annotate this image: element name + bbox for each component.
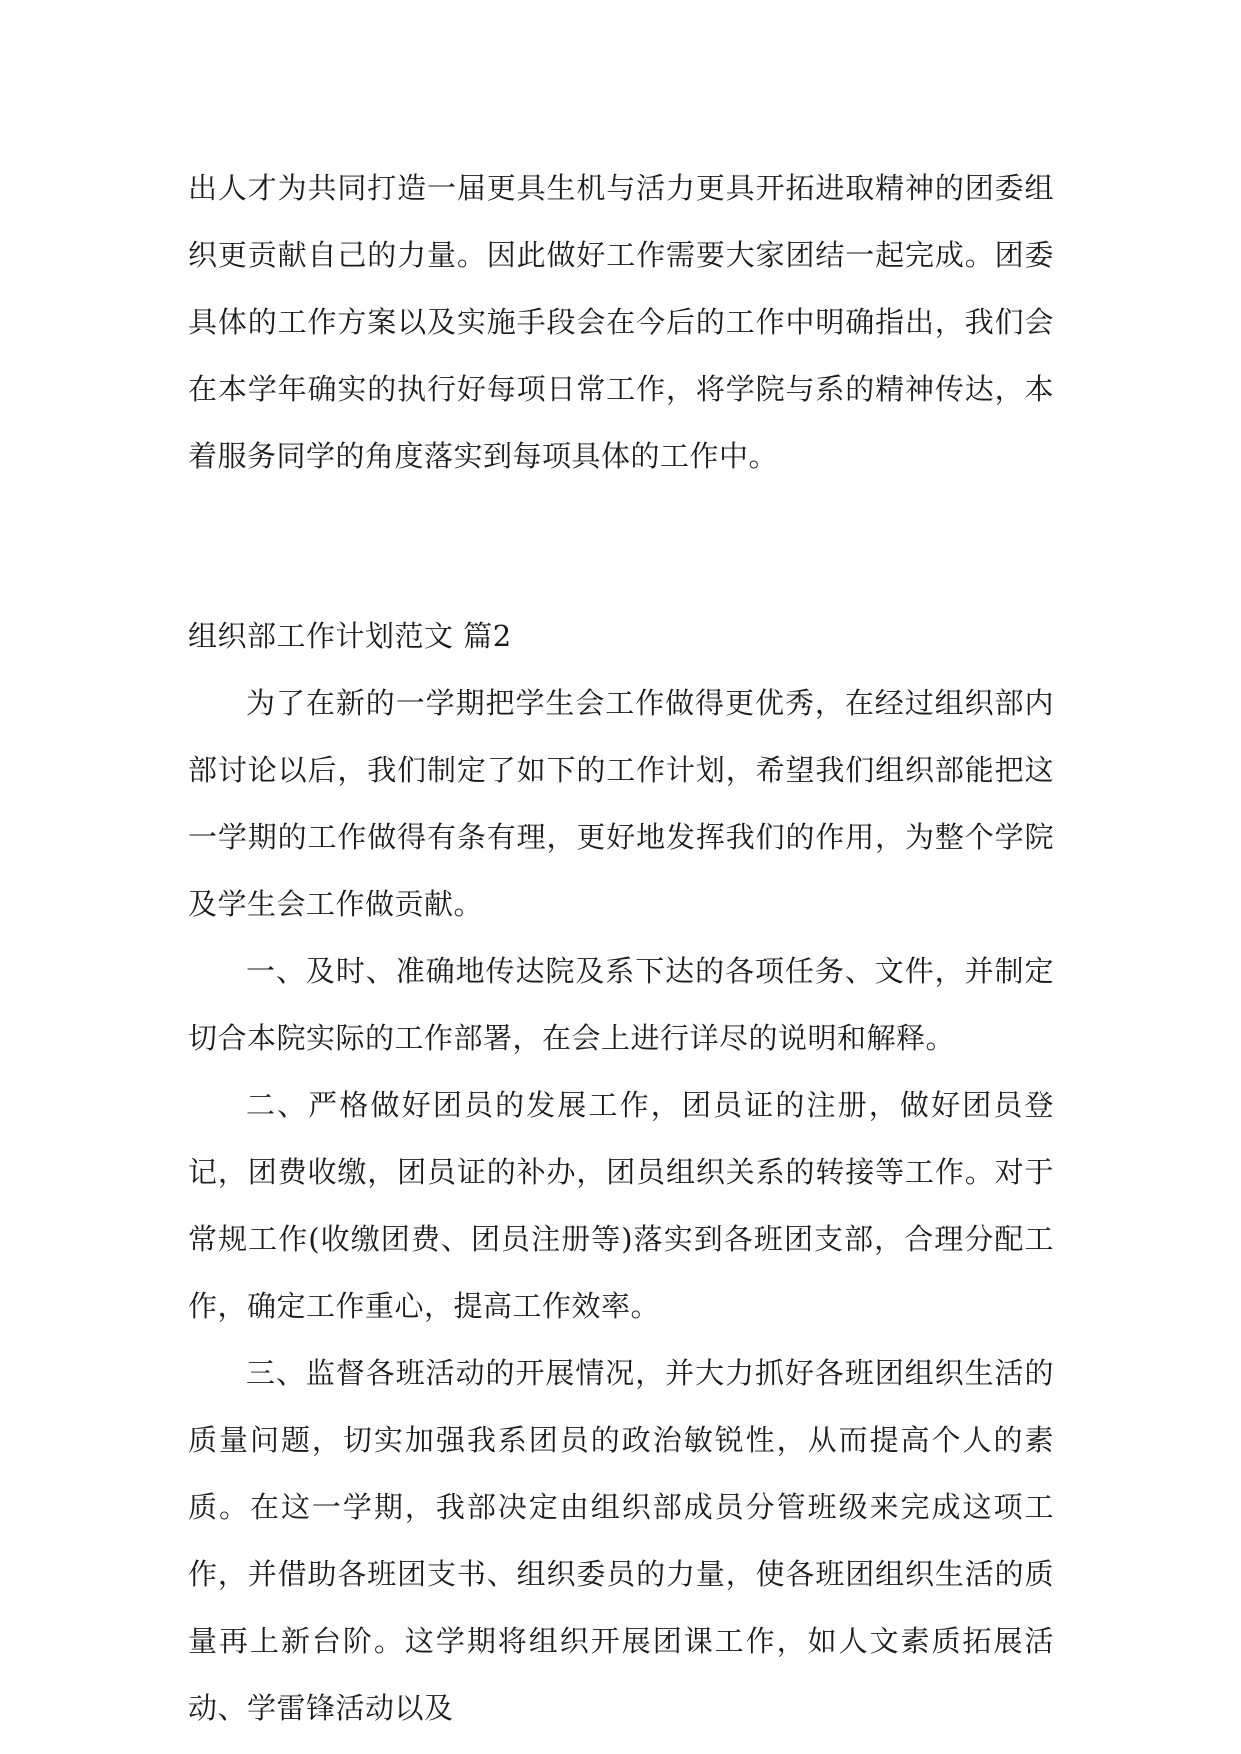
body-paragraph: 一、及时、准确地传达院及系下达的各项任务、文件，并制定切合本院实际的工作部署，在会上进行详尽的说明和解释。 (188, 954, 1054, 1055)
body-paragraph: 三、监督各班活动的开展情况，并大力抓好各班团组织生活的质量问题，切实加强我系团员的政治敏锐性，从而提高个人的素质。在这一学期，我部决定由组织部成员分管班级来完成这项工作，并借助各班团支书、组织委员的力量，使各班团组织生活的质量再上新台阶。这学期将组织开展团课工作，如人文素质拓展活动、学雷锋活动以及 (188, 1356, 1054, 1725)
body-paragraph: 二、严格做好团员的发展工作，团员证的注册，做好团员登记，团费收缴，团员证的补办，团员组织关系的转接等工作。对于常规工作(收缴团费、团员注册等)落实到各班团支部，合理分配工作，确定工作重心，提高工作效率。 (188, 1088, 1054, 1323)
body-paragraph: 为了在新的一学期把学生会工作做得更优秀，在经过组织部内部讨论以后，我们制定了如下的工作计划，希望我们组织部能把这一学期的工作做得有条有理，更好地发挥我们的作用，为整个学院及学生会工作做贡献。 (188, 686, 1054, 921)
document-body (188, 155, 1054, 1742)
section-heading: 组织部工作计划范文 篇2 (188, 619, 512, 653)
continuation-paragraph: 出人才为共同打造一届更具生机与活力更具开拓进取精神的团委组织更贡献自己的力量。因此做好工作需要大家团结一起完成。团委具体的工作方案以及实施手段会在今后的工作中明确指出，我们会在本学年确实的执行好每项日常工作，将学院与系的精神传达，本着服务同学的角度落实到每项具体的工作中。 (188, 171, 1054, 473)
